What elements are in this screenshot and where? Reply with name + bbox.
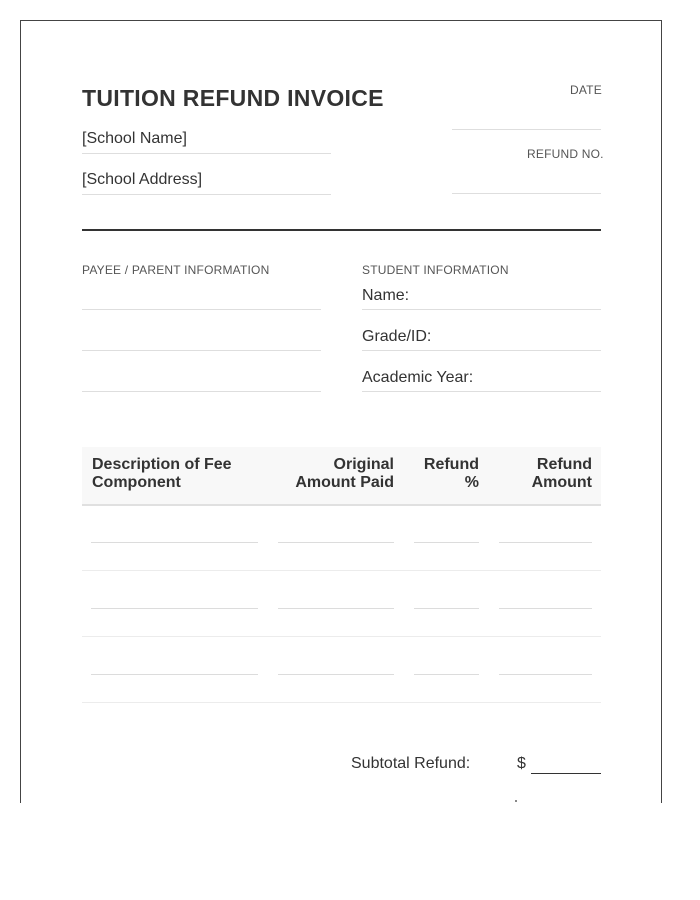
table-row-divider: [82, 570, 601, 571]
payee-heading: PAYEE / PARENT INFORMATION: [82, 263, 270, 277]
row1-refund-amount-field[interactable]: [499, 542, 592, 543]
table-row-divider: [82, 702, 601, 703]
student-grade-field[interactable]: [362, 350, 601, 351]
row2-refund-amount-field[interactable]: [499, 608, 592, 609]
subtotal-currency: $: [517, 755, 526, 772]
student-year-field[interactable]: [362, 391, 601, 392]
row3-refund-amount-field[interactable]: [499, 674, 592, 675]
student-name-label: Name:: [362, 287, 410, 304]
date-label: DATE: [570, 83, 602, 97]
invoice-title: TUITION REFUND INVOICE: [82, 85, 384, 111]
subtotal-field[interactable]: [531, 773, 601, 774]
col-original-amount-header: Original Amount Paid: [295, 456, 394, 491]
row2-original-amount-field[interactable]: [278, 608, 394, 609]
row3-description-field[interactable]: [91, 674, 258, 675]
payee-line-2[interactable]: [82, 350, 321, 351]
student-name-field[interactable]: [362, 309, 601, 310]
student-grade-label: Grade/ID:: [362, 328, 432, 345]
date-field[interactable]: [452, 129, 601, 130]
payee-line-1[interactable]: [82, 309, 321, 310]
row1-original-amount-field[interactable]: [278, 542, 394, 543]
row3-refund-percent-field[interactable]: [414, 674, 479, 675]
row2-refund-percent-field[interactable]: [414, 608, 479, 609]
cutoff-mark: [515, 800, 517, 802]
row1-refund-percent-field[interactable]: [414, 542, 479, 543]
col-refund-percent-header: Refund %: [423, 456, 479, 491]
student-year-label: Academic Year:: [362, 369, 474, 386]
subtotal-label: Subtotal Refund:: [351, 755, 471, 772]
row2-description-field[interactable]: [91, 608, 258, 609]
payee-line-3[interactable]: [82, 391, 321, 392]
col-description-header: Description of Fee Component: [92, 456, 232, 491]
table-row-divider: [82, 636, 601, 637]
refund-no-field[interactable]: [452, 193, 601, 194]
col-refund-amount-header: Refund Amount: [531, 456, 592, 491]
row3-original-amount-field[interactable]: [278, 674, 394, 675]
school-name-field[interactable]: [School Name]: [82, 130, 331, 154]
header-divider: [82, 229, 601, 231]
fee-table-header: [82, 447, 601, 506]
school-address-field[interactable]: [School Address]: [82, 171, 331, 195]
invoice-sheet: [20, 20, 662, 803]
student-heading: STUDENT INFORMATION: [362, 263, 509, 277]
row1-description-field[interactable]: [91, 542, 258, 543]
refund-no-label: REFUND NO.: [527, 147, 604, 161]
